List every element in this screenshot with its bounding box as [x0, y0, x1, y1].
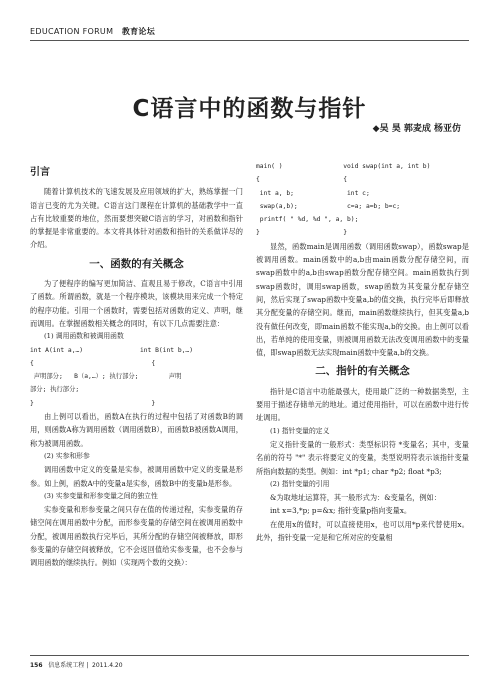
journal-name-cn: 教育论坛 [121, 27, 156, 36]
footer-rule [30, 655, 469, 656]
right-paragraph-6: 在使用x的值时，可以直接使用x，也可以用*p来代替使用x。此外，指针变量一定是和它所对应的变量相 [256, 519, 469, 543]
section2-sub-2: (2) 指针变量的引用 [270, 479, 330, 488]
journal-header [30, 26, 155, 37]
intro-heading: 引言 [30, 167, 50, 178]
section2-sub-1: (1) 指针变量的定义 [270, 426, 330, 435]
page-number: 156 [30, 662, 43, 669]
right-paragraph-3: 定义指针变量的一般形式：类型标识符 *变量名；其中，变量名前的符号 "*" 表示将要定义的变量，类型说明符表示该指针变量所指向数据的类型。例如：int *p1; char *p2; float *p3; [256, 439, 469, 476]
section1-sub-1: (1) 调用函数和被调用函数 [44, 332, 124, 341]
footer-journal: 信息系统工程 [48, 662, 85, 669]
right-paragraph-1: 显然，函数main是调用函数（调用函数swap），函数swap是被调用函数。main函数中的a,b由main函数分配存储空间，而swap函数中的a,b由swap函数分配存储空间。main函数执行到swap函数时，调用swap函数，swap函数为其变量分配存储空间，然后实现了swap函数中变量a,b的值交换，执行完毕后即释放其分配变量的存储空间。继而，main函数继续执行，但其变量a,b没有做任何改变，即main函数不能实现a,b的交换。由上例可以看出，若单纯的使用变量，则被调用函数无法改变调用函数中的变量值，即swap函数无法实现main函数中变量a,b的交换。 [256, 241, 469, 358]
header-rule [30, 40, 469, 41]
article-authors: ◆吴 昊 郭麦成 杨亚仿 [372, 124, 461, 134]
footer-date: 2011.4.20 [92, 662, 123, 669]
right-paragraph-4: &为取地址运算符，其一般形式为：&变量名，例如： [270, 493, 441, 503]
code-example-1: int A(int a,…) int B(int b,…) { { 声明部分; B（a,…）; 执行部分; 声明 部分; 执行部分; } } [30, 346, 194, 407]
left-column [30, 160, 243, 570]
section1-heading: 一、函数的有关概念 [89, 257, 184, 270]
section1-paragraph-1: 为了便程序的编写更加简洁、直观且易于修改，C语言中引用了函数。所谓函数，就是一个程序模块，该模块用来完成一个特定的程序功能。引用一个函数时，需要包括对函数的定义、声明，继而调用。在掌握函数相关概念的同时，有以下几点需要注意： [30, 279, 243, 328]
section2-heading: 二、指针的有关概念 [315, 365, 410, 378]
right-paragraph-2: 指针是C语言中功能最强大，使用最广泛的一种数据类型，主要用于描述存储单元的地址。通过使用指针，可以在函数中进行传址调用。 [256, 386, 469, 423]
section1-sub-2: (2) 实参和形参 [44, 451, 90, 460]
journal-name-en: EDUCATION FORUM [30, 27, 114, 36]
right-column [256, 160, 469, 544]
code-example-2: main( ) void swap(int a, int b) { { int a, b; int c; swap(a,b); c=a; a=b; b=c; printf( " %d, %d ", a, b); } } [256, 163, 431, 237]
section1-paragraph-2: 由上例可以看出，函数A在执行的过程中包括了对函数B的调用，则函数A称为调用函数（调用函数B），而函数B被函数A调用，称为被调用函数。 [30, 412, 243, 448]
section1-sub-3: (3) 实参变量和形参变量之间的独立性 [44, 491, 158, 500]
section1-paragraph-4: 实参变量和形参变量之间只存在值的传递过程，实参变量的存储空间在调用函数中分配，而形参变量的存储空间在被调用函数中分配，被调用函数执行完毕后，其所分配的存储空间被释放，即形参变量的存储空间被释放，它不会返回值给实参变量，也不会参与调用函数的继续执行。例如（实现两个数的交换）： [30, 505, 243, 568]
section1-paragraph-3: 调用函数中定义的变量是实参，被调用函数中定义的变量是形参。如上例，函数A中的变量a是实参，函数B中的变量b是形参。 [30, 465, 243, 488]
page-footer: 156 信息系统工程 | 2011.4.20 [30, 662, 123, 669]
article-title: C语言中的函数与指针 [132, 96, 367, 122]
intro-paragraph: 随着计算机技术的飞速发展及应用领域的扩大，熟练掌握一门语言已变的尤为关键。C语言这门课程在计算机的基础教学中一直占有比较重要的地位，然而要想突破C语言的学习，对函数和指针的掌握是非常重要的。本文将具体针对函数和指针的关系做详尽的介绍。 [30, 187, 243, 250]
right-paragraph-5: int x=3,*p; p=&x; 指针变量p指向变量x。 [270, 506, 412, 516]
